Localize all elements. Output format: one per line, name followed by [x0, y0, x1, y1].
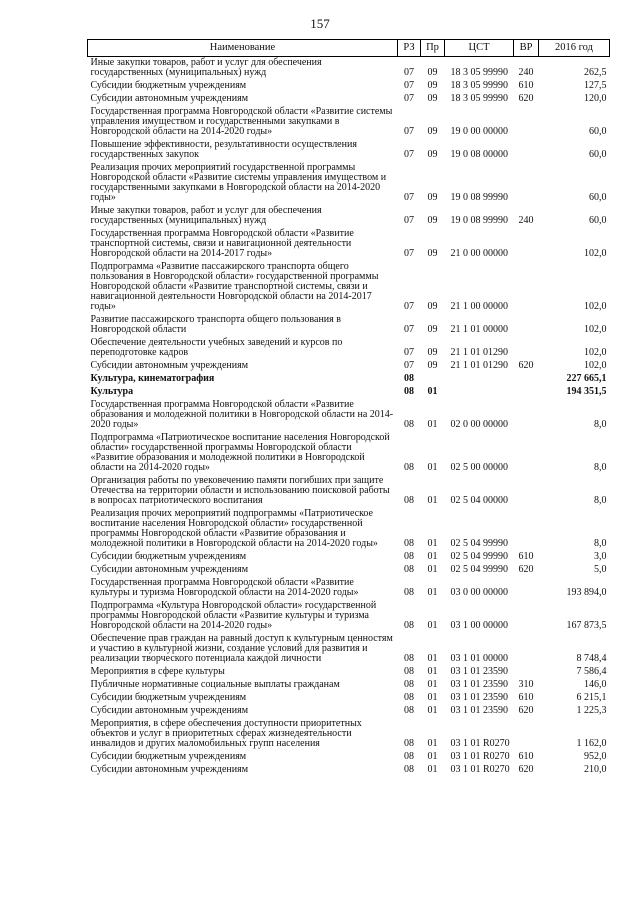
- row-pr: 09: [427, 149, 438, 160]
- row-vr: [514, 475, 539, 508]
- row-name: Субсидии автономным учреждениям: [90, 93, 249, 104]
- row-vr: [514, 228, 539, 261]
- table-row: [88, 93, 610, 106]
- row-sum: 5,0: [594, 564, 607, 575]
- row-rz: 08: [404, 495, 414, 506]
- row-cst: 18 3 05 99990: [450, 67, 508, 78]
- table-row: [88, 139, 610, 162]
- row-vr: [514, 261, 539, 314]
- row-name: Обеспечение деятельности учебных заведений и курсов по переподготовке кадров: [90, 337, 343, 358]
- header-pr: Пр: [421, 40, 445, 57]
- row-sum: 194 351,5: [566, 386, 607, 397]
- row-cst: 02 5 04 99990: [450, 538, 508, 549]
- row-name: Государственная программа Новгородской области «Развитие системы управления имуществом и государственными закупками в Новгородской области на 2014-2020 годы»: [90, 106, 393, 137]
- row-cst: 03 0 00 00000: [450, 587, 508, 598]
- page-number: 157: [310, 16, 330, 31]
- header-rz: РЗ: [398, 40, 421, 57]
- row-name: Культура, кинематография: [90, 373, 215, 384]
- row-sum: 8,0: [594, 462, 607, 473]
- row-sum: 102,0: [584, 324, 607, 335]
- row-cst: 02 5 04 00000: [450, 495, 508, 506]
- row-name: Субсидии бюджетным учреждениям: [90, 551, 247, 562]
- row-pr: 01: [427, 620, 438, 631]
- row-sum: 1 225,3: [576, 705, 607, 716]
- row-rz: 08: [404, 551, 414, 562]
- row-cst: 02 0 00 00000: [450, 419, 508, 430]
- row-cst: 03 1 01 R0270: [450, 751, 510, 762]
- row-sum: 8,0: [594, 495, 607, 506]
- row-sum: 102,0: [584, 360, 607, 371]
- row-vr: 620: [518, 93, 534, 104]
- row-cst: [445, 386, 514, 399]
- row-vr: [514, 386, 539, 399]
- table-row: [88, 751, 610, 764]
- row-rz: 07: [404, 301, 414, 312]
- row-sum: 193 894,0: [566, 587, 607, 598]
- row-pr: 09: [427, 80, 438, 91]
- row-name: Развитие пассажирского транспорта общего пользования в Новгородской области: [90, 314, 341, 335]
- table-row: [88, 228, 610, 261]
- row-sum: 8,0: [594, 419, 607, 430]
- table-row: [88, 57, 610, 81]
- table-row: [88, 386, 610, 399]
- row-name: Подпрограмма «Культура Новгородской области» государственной программы Новгородской области «Развитие культуры и туризма Новгородской области на 2014-2020 годы»: [90, 600, 377, 631]
- row-cst: 21 1 01 01290: [450, 360, 508, 371]
- row-vr: [514, 508, 539, 551]
- row-vr: [514, 106, 539, 139]
- row-vr: 610: [518, 80, 534, 91]
- table-row: [88, 764, 610, 777]
- row-rz: 08: [404, 462, 414, 473]
- row-vr: [514, 314, 539, 337]
- row-sum: 102,0: [584, 248, 607, 259]
- row-pr: 01: [427, 738, 438, 749]
- row-sum: 3,0: [594, 551, 607, 562]
- row-vr: [514, 162, 539, 205]
- row-name: Субсидии автономным учреждениям: [90, 764, 249, 775]
- row-pr: 01: [427, 692, 438, 703]
- row-rz: 07: [404, 248, 414, 259]
- row-rz: 08: [404, 692, 414, 703]
- row-sum: 6 215,1: [576, 692, 607, 703]
- row-rz: 07: [404, 67, 414, 78]
- table-row: [88, 373, 610, 386]
- row-sum: 102,0: [584, 301, 607, 312]
- row-pr: 01: [427, 587, 438, 598]
- row-rz: 08: [404, 373, 414, 384]
- row-pr: 01: [427, 462, 438, 473]
- table-header: [88, 40, 610, 57]
- row-vr: [514, 432, 539, 475]
- row-name: Культура: [90, 386, 134, 397]
- table-row: [88, 337, 610, 360]
- row-cst: 02 5 04 99990: [450, 564, 508, 575]
- row-sum: 146,0: [584, 679, 607, 690]
- row-name: Мероприятия в сфере культуры: [90, 666, 225, 677]
- row-name: Субсидии бюджетным учреждениям: [90, 80, 247, 91]
- table-row: [88, 205, 610, 228]
- row-pr: 09: [427, 347, 438, 358]
- row-cst: 03 1 01 23590: [450, 692, 508, 703]
- row-vr: [514, 337, 539, 360]
- row-vr: 620: [518, 764, 534, 775]
- row-sum: 7 586,4: [576, 666, 607, 677]
- row-vr: 240: [518, 215, 534, 226]
- row-rz: 07: [404, 80, 414, 91]
- header-vr: ВР: [514, 40, 539, 57]
- row-pr: 09: [427, 360, 438, 371]
- table-row: [88, 432, 610, 475]
- row-cst: 21 1 01 00000: [450, 324, 508, 335]
- row-name: Подпрограмма «Патриотическое воспитание населения Новгородской области» государственной программы Новгородской области «Развитие образования и молодежной политики в Новгородской области на 2014-2020 годы»: [90, 432, 390, 473]
- row-rz: 08: [404, 620, 414, 631]
- row-cst: 03 1 01 23590: [450, 679, 508, 690]
- row-rz: 08: [404, 666, 414, 677]
- row-sum: 262,5: [584, 67, 607, 78]
- row-pr: 01: [427, 386, 438, 397]
- row-rz: 07: [404, 93, 414, 104]
- row-rz: 08: [404, 564, 414, 575]
- row-name: Подпрограмма «Развитие пассажирского транспорта общего пользования в Новгородской области» государственной программы Новгородской области «Развитие транспортной системы, связи и навигационной деятельности Новгородской области на 2014-2017 годы»: [90, 261, 379, 312]
- row-rz: 08: [404, 587, 414, 598]
- row-rz: 07: [404, 324, 414, 335]
- row-pr: 01: [427, 564, 438, 575]
- row-vr: 240: [518, 67, 534, 78]
- row-rz: 08: [404, 764, 414, 775]
- row-cst: 03 1 01 R0270: [450, 764, 510, 775]
- row-cst: [445, 373, 514, 386]
- row-sum: 120,0: [584, 93, 607, 104]
- row-rz: 08: [404, 751, 414, 762]
- row-vr: [514, 373, 539, 386]
- header-year: 2016 год: [539, 40, 610, 57]
- table-row: [88, 162, 610, 205]
- row-cst: 03 1 01 00000: [450, 653, 508, 664]
- row-pr: 01: [427, 679, 438, 690]
- row-rz: 08: [404, 538, 414, 549]
- row-name: Иные закупки товаров, работ и услуг для обеспечения государственных (муниципальных) нужд: [90, 205, 322, 226]
- row-sum: 8,0: [594, 538, 607, 549]
- row-cst: 03 1 01 23590: [450, 666, 508, 677]
- row-name: Реализация прочих мероприятий государственной программы Новгородской области «Развитие системы управления имуществом и государственными закупками в Новгородской области на 2014-2020 годы»: [90, 162, 387, 203]
- row-pr: 01: [427, 538, 438, 549]
- row-pr: [421, 373, 445, 386]
- table-row: [88, 600, 610, 633]
- table-body: [88, 57, 610, 778]
- row-pr: 09: [427, 192, 438, 203]
- row-cst: 02 5 04 99990: [450, 551, 508, 562]
- header-cst: ЦСТ: [445, 40, 514, 57]
- row-cst: 18 3 05 99990: [450, 80, 508, 91]
- table-row: [88, 360, 610, 373]
- table-row: [88, 679, 610, 692]
- row-sum: 60,0: [589, 215, 607, 226]
- header-name: Наименование: [88, 40, 398, 57]
- row-vr: [514, 577, 539, 600]
- table-row: [88, 705, 610, 718]
- row-cst: 19 0 08 99990: [450, 192, 508, 203]
- row-vr: [514, 633, 539, 666]
- row-vr: 620: [518, 705, 534, 716]
- table-row: [88, 80, 610, 93]
- table-row: [88, 633, 610, 666]
- row-rz: 07: [404, 126, 414, 137]
- row-sum: 8 748,4: [576, 653, 607, 664]
- row-sum: 102,0: [584, 347, 607, 358]
- row-sum: 227 665,1: [566, 373, 607, 384]
- table-row: [88, 551, 610, 564]
- table-row: [88, 718, 610, 751]
- row-sum: 127,5: [584, 80, 607, 91]
- row-sum: 60,0: [589, 192, 607, 203]
- row-pr: 01: [427, 751, 438, 762]
- row-vr: [514, 139, 539, 162]
- row-vr: 620: [518, 564, 534, 575]
- row-pr: 01: [427, 666, 438, 677]
- row-rz: 08: [404, 386, 414, 397]
- row-name: Субсидии автономным учреждениям: [90, 705, 249, 716]
- row-pr: 09: [427, 215, 438, 226]
- row-vr: 610: [518, 551, 534, 562]
- row-name: Государственная программа Новгородской области «Развитие образования и молодежной политики в Новгородской области на 2014-2020 годы»: [90, 399, 394, 430]
- table-row: [88, 106, 610, 139]
- table-row: [88, 508, 610, 551]
- row-cst: 02 5 00 00000: [450, 462, 508, 473]
- row-vr: [514, 666, 539, 679]
- row-cst: 19 0 08 99990: [450, 215, 508, 226]
- row-cst: 21 1 01 01290: [450, 347, 508, 358]
- row-rz: 08: [404, 419, 414, 430]
- row-pr: 01: [427, 653, 438, 664]
- row-name: Публичные нормативные социальные выплаты гражданам: [90, 679, 340, 690]
- row-cst: 21 1 00 00000: [450, 301, 508, 312]
- row-rz: 07: [404, 360, 414, 371]
- table-row: [88, 577, 610, 600]
- budget-table: [87, 39, 610, 777]
- row-cst: 03 1 01 R0270: [450, 738, 510, 749]
- row-vr: 620: [518, 360, 534, 371]
- row-name: Субсидии автономным учреждениям: [90, 360, 249, 371]
- row-rz: 07: [404, 347, 414, 358]
- row-cst: 19 0 08 00000: [450, 149, 508, 160]
- row-vr: [514, 600, 539, 633]
- row-rz: 07: [404, 215, 414, 226]
- row-name: Реализация прочих мероприятий подпрограммы «Патриотическое воспитание населения Новгородской области» государственной программы Новгородской области «Развитие образования и молодежной политики в Новгородской области на 2014-2020 годы»: [90, 508, 378, 549]
- row-pr: 01: [427, 764, 438, 775]
- row-rz: 08: [404, 738, 414, 749]
- table-row: [88, 564, 610, 577]
- row-rz: 07: [404, 192, 414, 203]
- row-pr: 01: [427, 705, 438, 716]
- row-pr: 09: [427, 248, 438, 259]
- row-name: Повышение эффективности, результативности осуществления государственных закупок: [90, 139, 357, 160]
- row-cst: 03 1 01 23590: [450, 705, 508, 716]
- row-rz: 08: [404, 653, 414, 664]
- table-row: [88, 475, 610, 508]
- row-sum: 60,0: [589, 149, 607, 160]
- row-name: Мероприятия, в сфере обеспечения доступности приоритетных объектов и услуг в приоритетных сферах жизнедеятельности инвалидов и других маломобильных групп населения: [90, 718, 362, 749]
- row-cst: 19 0 00 00000: [450, 126, 508, 137]
- row-name: Государственная программа Новгородской области «Развитие транспортной системы, связи и навигационной деятельности Новгородской области на 2014-2017 годы»: [90, 228, 354, 259]
- row-name: Обеспечение прав граждан на равный доступ к культурным ценностям и участию в культурной жизни, создание условий для развития и реализации творческого потенциала каждой личности: [90, 633, 393, 664]
- row-name: Субсидии бюджетным учреждениям: [90, 751, 247, 762]
- table-row: [88, 314, 610, 337]
- row-name: Субсидии бюджетным учреждениям: [90, 692, 247, 703]
- table-row: [88, 399, 610, 432]
- row-pr: 01: [427, 551, 438, 562]
- table-row: [88, 692, 610, 705]
- row-pr: 09: [427, 67, 438, 78]
- row-vr: 610: [518, 692, 534, 703]
- row-vr: 610: [518, 751, 534, 762]
- row-cst: 03 1 00 00000: [450, 620, 508, 631]
- row-pr: 09: [427, 126, 438, 137]
- row-rz: 08: [404, 705, 414, 716]
- row-pr: 09: [427, 324, 438, 335]
- row-vr: [514, 399, 539, 432]
- row-sum: 60,0: [589, 126, 607, 137]
- row-rz: 08: [404, 679, 414, 690]
- row-cst: 18 3 05 99990: [450, 93, 508, 104]
- row-vr: [514, 718, 539, 751]
- row-cst: 21 0 00 00000: [450, 248, 508, 259]
- row-pr: 09: [427, 301, 438, 312]
- row-pr: 01: [427, 419, 438, 430]
- row-pr: 01: [427, 495, 438, 506]
- row-sum: 1 162,0: [576, 738, 607, 749]
- row-pr: 09: [427, 93, 438, 104]
- row-name: Организация работы по увековечению памяти погибших при защите Отечества на территории области и использованию поисковой работы в вопросах патриотического воспитания: [90, 475, 390, 506]
- row-name: Субсидии автономным учреждениям: [90, 564, 249, 575]
- row-vr: 310: [518, 679, 534, 690]
- row-rz: 07: [404, 149, 414, 160]
- row-sum: 167 873,5: [566, 620, 607, 631]
- row-sum: 210,0: [584, 764, 607, 775]
- row-sum: 952,0: [584, 751, 607, 762]
- table-row: [88, 261, 610, 314]
- table-row: [88, 666, 610, 679]
- row-name: Государственная программа Новгородской области «Развитие культуры и туризма Новгородской области на 2014-2020 годы»: [90, 577, 359, 598]
- row-name: Иные закупки товаров, работ и услуг для обеспечения государственных (муниципальных) нужд: [90, 57, 322, 78]
